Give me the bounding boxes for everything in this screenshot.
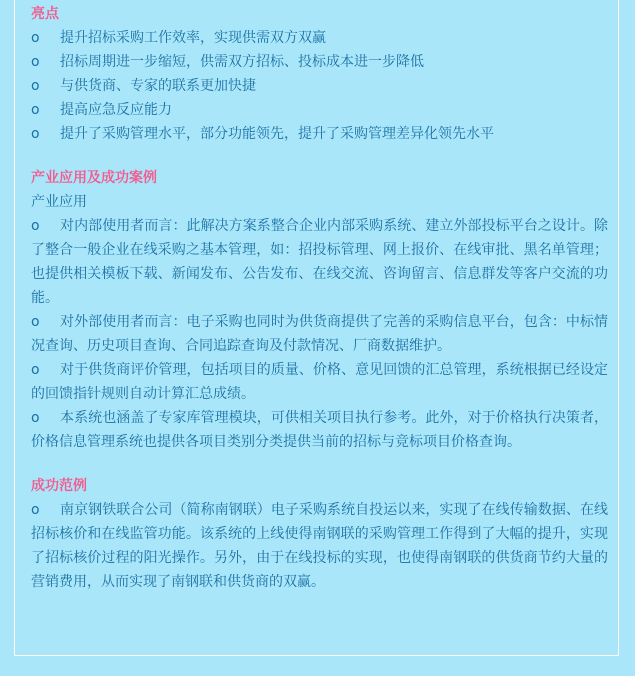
industry-subheading: 产业应用 bbox=[31, 194, 87, 210]
list-item bbox=[31, 74, 608, 98]
section-spacer bbox=[31, 454, 608, 474]
list-item-text: 提升了采购管理水平，部分功能领先，提升了采购管理差异化领先水平 bbox=[60, 126, 494, 142]
industry-heading: 产业应用及成功案例 bbox=[31, 170, 157, 186]
bullet-marker: o bbox=[31, 30, 40, 46]
paragraph-internal-users bbox=[31, 214, 608, 310]
paragraph-text: 对于供货商评价管理，包括项目的质量、价格、意见回馈的汇总管理，系统根据已经设定的回馈指针规则自动计算汇总成绩。 bbox=[31, 362, 608, 402]
bullet-marker: o bbox=[31, 218, 40, 234]
success-heading: 成功范例 bbox=[31, 478, 87, 494]
list-item-text: 提升招标采购工作效率，实现供需双方双赢 bbox=[60, 30, 326, 46]
paragraph-text: 本系统也涵盖了专家库管理模块，可供相关项目执行参考。此外，对于价格执行决策者，价格信息管理系统也提供各项目类别分类提供当前的招标与竞标项目价格查询。 bbox=[31, 410, 608, 450]
paragraph-expert-library bbox=[31, 406, 608, 454]
paragraph-text: 对外部使用者而言：电子采购也同时为供货商提供了完善的采购信息平台，包含：中标情况查询、历史项目查询、合同追踪查询及付款情况、厂商数据维护。 bbox=[31, 314, 608, 354]
bullet-marker: o bbox=[31, 78, 40, 94]
list-item-text: 与供货商、专家的联系更加快捷 bbox=[60, 78, 256, 94]
list-item bbox=[31, 26, 608, 50]
paragraph-text: 南京钢铁联合公司（简称南钢联）电子采购系统自投运以来，实现了在线传输数据、在线招标核价和在线监管功能。该系统的上线使得南钢联的采购管理工作得到了大幅的提升，实现了招标核价过程的阳光操作。另外，由于在线投标的实现，也使得南钢联的供货商节约大量的营销费用，从而实现了南钢联和供货商的双赢。 bbox=[31, 502, 608, 590]
bullet-marker: o bbox=[31, 362, 40, 378]
list-item-text: 提高应急反应能力 bbox=[60, 102, 172, 118]
highlights-list bbox=[31, 26, 608, 146]
paragraph-success-case bbox=[31, 498, 608, 594]
bullet-marker: o bbox=[31, 102, 40, 118]
list-item bbox=[31, 98, 608, 122]
list-item-text: 招标周期进一步缩短，供需双方招标、投标成本进一步降低 bbox=[60, 54, 424, 70]
list-item bbox=[31, 122, 608, 146]
bullet-marker: o bbox=[31, 502, 40, 518]
highlights-heading: 亮点 bbox=[31, 6, 59, 22]
section-spacer bbox=[31, 146, 608, 166]
bullet-marker: o bbox=[31, 410, 40, 426]
paragraph-text: 对内部使用者而言：此解决方案系整合企业内部采购系统、建立外部投标平台之设计。除了整合一般企业在线采购之基本管理，如：招投标管理、网上报价、在线审批、黑名单管理；也提供相关模板下载、新闻发布、公告发布、在线交流、咨询留言、信息群发等客户交流的功能。 bbox=[31, 218, 608, 306]
bullet-marker: o bbox=[31, 54, 40, 70]
paragraph-supplier-evaluation bbox=[31, 358, 608, 406]
list-item bbox=[31, 50, 608, 74]
bullet-marker: o bbox=[31, 314, 40, 330]
bullet-marker: o bbox=[31, 126, 40, 142]
paragraph-external-users bbox=[31, 310, 608, 358]
article-body bbox=[31, 2, 608, 594]
